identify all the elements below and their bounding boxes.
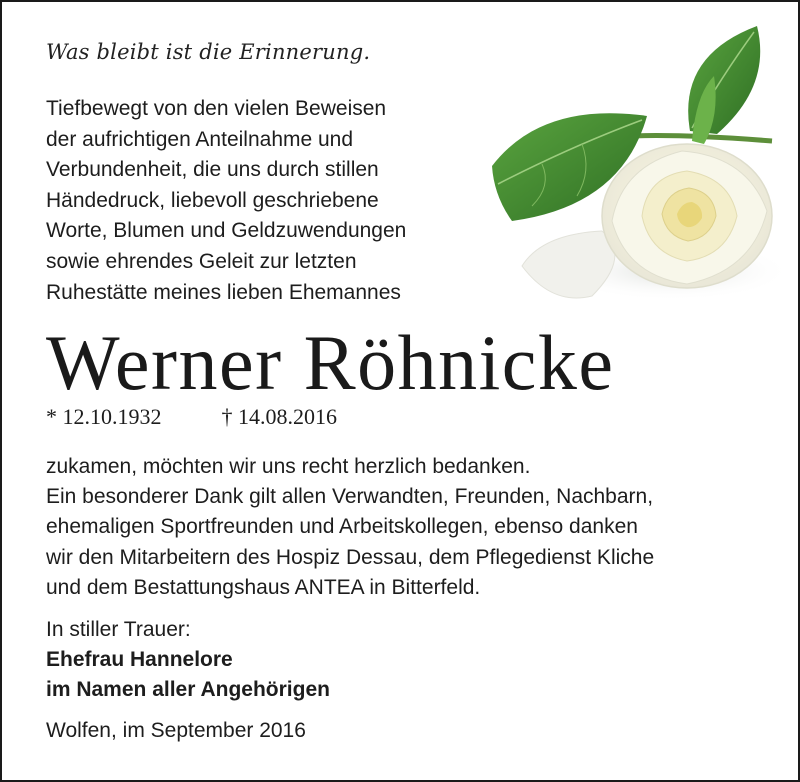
intro-text bbox=[46, 94, 486, 308]
thanks-text bbox=[46, 452, 786, 603]
mourner-family: im Namen aller Angehörigen bbox=[46, 678, 330, 702]
thanks-line: und dem Bestattungshaus ANTEA in Bitterfeld. bbox=[46, 575, 481, 599]
place-date: Wolfen, im September 2016 bbox=[46, 719, 306, 742]
thanks-line: zukamen, möchten wir uns recht herzlich bedanken. bbox=[46, 455, 531, 478]
intro-line: Tiefbewegt von den vielen Beweisen bbox=[46, 97, 387, 120]
intro-line: der aufrichtigen Anteilnahme und bbox=[46, 127, 354, 151]
deceased-name: Werner Röhnicke bbox=[46, 319, 615, 406]
intro-line: Worte, Blumen und Geldzuwendungen bbox=[46, 219, 407, 243]
death-date: † 14.08.2016 bbox=[221, 404, 337, 429]
intro-line: Ruhestätte meines lieben Ehemannes bbox=[46, 280, 401, 304]
thanks-line: Ein besonderer Dank gilt allen Verwandten, Freunden, Nachbarn, bbox=[46, 485, 654, 509]
mourning-label: In stiller Trauer: bbox=[46, 618, 191, 641]
motto: Was bleibt ist die Erinnerung. bbox=[46, 40, 371, 64]
mourners bbox=[46, 615, 330, 706]
intro-line: Verbundenheit, die uns durch stillen bbox=[46, 158, 379, 182]
birth-date: * 12.10.1932 bbox=[46, 404, 162, 429]
white-rose-image bbox=[482, 16, 792, 316]
life-dates bbox=[46, 404, 337, 430]
mourner-name: Ehefrau Hannelore bbox=[46, 648, 233, 672]
thanks-line: ehemaligen Sportfreunden und Arbeitskollegen, ebenso danken bbox=[46, 515, 638, 539]
intro-line: Händedruck, liebevoll geschriebene bbox=[46, 188, 379, 212]
thanks-line: wir den Mitarbeitern des Hospiz Dessau, dem Pflegedienst Kliche bbox=[46, 545, 655, 569]
intro-line: sowie ehrendes Geleit zur letzten bbox=[46, 249, 357, 273]
